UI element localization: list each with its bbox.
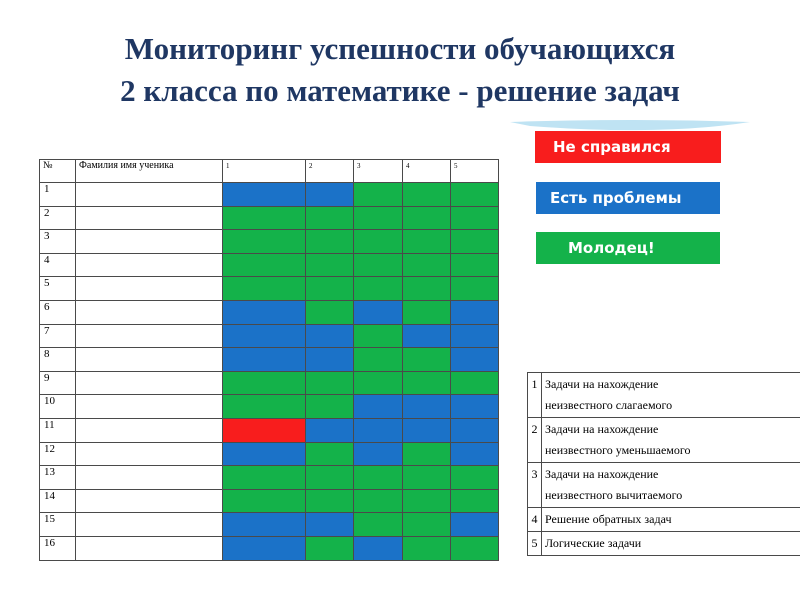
result-cell-task-5 [451,371,499,395]
row-number: 10 [40,395,76,419]
result-cell-task-2 [306,489,354,513]
result-cell-task-2 [306,183,354,207]
result-cell-task-2 [306,442,354,466]
task-description-line: Логические задачи [545,536,642,550]
row-number: 6 [40,300,76,324]
table-header-row [40,160,499,183]
result-cell-task-5 [451,253,499,277]
row-number: 4 [40,253,76,277]
table-row [40,442,499,466]
result-cell-task-2 [306,513,354,537]
result-cell-task-2 [306,348,354,372]
header-num: № [40,160,76,183]
result-cell-task-2 [306,206,354,230]
result-cell-task-3 [354,183,403,207]
row-number: 14 [40,489,76,513]
row-number: 11 [40,418,76,442]
result-cell-task-5 [451,513,499,537]
table-row [40,183,499,207]
result-cell-task-5 [451,418,499,442]
legend-problems: Есть проблемы [536,182,720,214]
student-name-cell [76,277,223,301]
task-row [528,418,800,463]
result-cell-task-1 [223,300,306,324]
result-cell-task-4 [403,395,451,419]
header-name: Фамилия имя ученика [76,160,223,183]
student-name-cell [76,348,223,372]
tasks-body [528,373,800,556]
result-cell-task-5 [451,489,499,513]
header-task-5: 5 [451,160,499,183]
row-number: 7 [40,324,76,348]
slide-title [0,28,800,112]
student-name-cell [76,395,223,419]
result-cell-task-5 [451,466,499,490]
task-description-line: неизвестного уменьшаемого [545,443,691,457]
result-cell-task-1 [223,489,306,513]
result-cell-task-2 [306,253,354,277]
row-number: 2 [40,206,76,230]
task-description [542,418,800,463]
student-name-cell [76,418,223,442]
result-cell-task-4 [403,442,451,466]
result-cell-task-3 [354,230,403,254]
row-number: 13 [40,466,76,490]
table-row [40,513,499,537]
result-cell-task-1 [223,395,306,419]
result-cell-task-5 [451,206,499,230]
table-row [40,300,499,324]
result-cell-task-4 [403,324,451,348]
result-cell-task-5 [451,348,499,372]
result-cell-task-1 [223,536,306,560]
result-cell-task-2 [306,395,354,419]
task-row [528,463,800,508]
table-row [40,348,499,372]
result-cell-task-3 [354,466,403,490]
row-number: 1 [40,183,76,207]
task-number: 4 [528,508,542,532]
result-cell-task-1 [223,206,306,230]
header-task-1: 1 [223,160,306,183]
result-cell-task-3 [354,442,403,466]
result-cell-task-5 [451,300,499,324]
result-cell-task-4 [403,300,451,324]
student-name-cell [76,489,223,513]
row-number: 8 [40,348,76,372]
task-description-line: Задачи на нахождение [545,377,659,391]
result-cell-task-1 [223,348,306,372]
task-row [528,532,800,556]
result-cell-task-4 [403,371,451,395]
result-cell-task-1 [223,277,306,301]
result-cell-task-3 [354,324,403,348]
result-cell-task-3 [354,395,403,419]
table-row [40,371,499,395]
task-number: 2 [528,418,542,463]
student-name-cell [76,253,223,277]
result-cell-task-1 [223,253,306,277]
result-cell-task-5 [451,395,499,419]
result-cell-task-3 [354,348,403,372]
result-cell-task-4 [403,230,451,254]
result-cell-task-5 [451,324,499,348]
task-description-line: Решение обратных задач [545,512,672,526]
row-number: 5 [40,277,76,301]
result-cell-task-2 [306,230,354,254]
task-number: 1 [528,373,542,418]
table-body [40,183,499,561]
result-cell-task-4 [403,253,451,277]
result-cell-task-2 [306,418,354,442]
result-cell-task-2 [306,324,354,348]
table-row [40,277,499,301]
result-cell-task-1 [223,183,306,207]
table-row [40,466,499,490]
result-cell-task-5 [451,536,499,560]
student-name-cell [76,230,223,254]
result-cell-task-4 [403,466,451,490]
task-row [528,508,800,532]
result-cell-task-2 [306,371,354,395]
task-description-line: Задачи на нахождение [545,422,659,436]
student-name-cell [76,300,223,324]
student-name-cell [76,466,223,490]
task-description [542,463,800,508]
task-description-line: неизвестного вычитаемого [545,488,683,502]
student-name-cell [76,536,223,560]
result-cell-task-2 [306,536,354,560]
result-cell-task-3 [354,513,403,537]
result-cell-task-1 [223,230,306,254]
result-cell-task-4 [403,183,451,207]
result-cell-task-3 [354,489,403,513]
table-row [40,230,499,254]
row-number: 12 [40,442,76,466]
result-cell-task-1 [223,513,306,537]
result-cell-task-4 [403,348,451,372]
student-name-cell [76,324,223,348]
table-row [40,418,499,442]
task-number: 5 [528,532,542,556]
task-row [528,373,800,418]
result-cell-task-4 [403,536,451,560]
table-row [40,536,499,560]
result-cell-task-4 [403,489,451,513]
student-name-cell [76,442,223,466]
task-description [542,532,800,556]
result-cell-task-3 [354,253,403,277]
result-cell-task-4 [403,206,451,230]
header-task-4: 4 [403,160,451,183]
result-cell-task-3 [354,300,403,324]
result-cell-task-3 [354,371,403,395]
row-number: 3 [40,230,76,254]
monitoring-table [39,159,499,561]
student-name-cell [76,183,223,207]
table-row [40,324,499,348]
task-description-line: неизвестного слагаемого [545,398,673,412]
result-cell-task-3 [354,277,403,301]
student-name-cell [76,513,223,537]
result-cell-task-5 [451,442,499,466]
result-cell-task-5 [451,183,499,207]
result-cell-task-1 [223,324,306,348]
result-cell-task-1 [223,371,306,395]
student-name-cell [76,371,223,395]
result-cell-task-2 [306,300,354,324]
result-cell-task-1 [223,442,306,466]
result-cell-task-2 [306,277,354,301]
table-row [40,489,499,513]
student-name-cell [76,206,223,230]
result-cell-task-3 [354,206,403,230]
title-line-2: 2 класса по математике - решение задач [120,73,680,108]
result-cell-task-4 [403,513,451,537]
table-row [40,395,499,419]
task-number: 3 [528,463,542,508]
result-cell-task-1 [223,418,306,442]
result-cell-task-2 [306,466,354,490]
table-row [40,206,499,230]
tasks-legend-table [527,372,800,556]
task-description [542,373,800,418]
task-description [542,508,800,532]
legend-good: Молодец! [536,232,720,264]
header-task-2: 2 [306,160,354,183]
table-row [40,253,499,277]
legend-not-done: Не справился [535,131,721,163]
row-number: 16 [40,536,76,560]
header-task-3: 3 [354,160,403,183]
result-cell-task-5 [451,230,499,254]
row-number: 15 [40,513,76,537]
result-cell-task-3 [354,418,403,442]
result-cell-task-5 [451,277,499,301]
result-cell-task-4 [403,418,451,442]
result-cell-task-1 [223,466,306,490]
result-cell-task-4 [403,277,451,301]
result-cell-task-3 [354,536,403,560]
task-description-line: Задачи на нахождение [545,467,659,481]
title-line-1: Мониторинг успешности обучающихся [124,31,676,66]
row-number: 9 [40,371,76,395]
